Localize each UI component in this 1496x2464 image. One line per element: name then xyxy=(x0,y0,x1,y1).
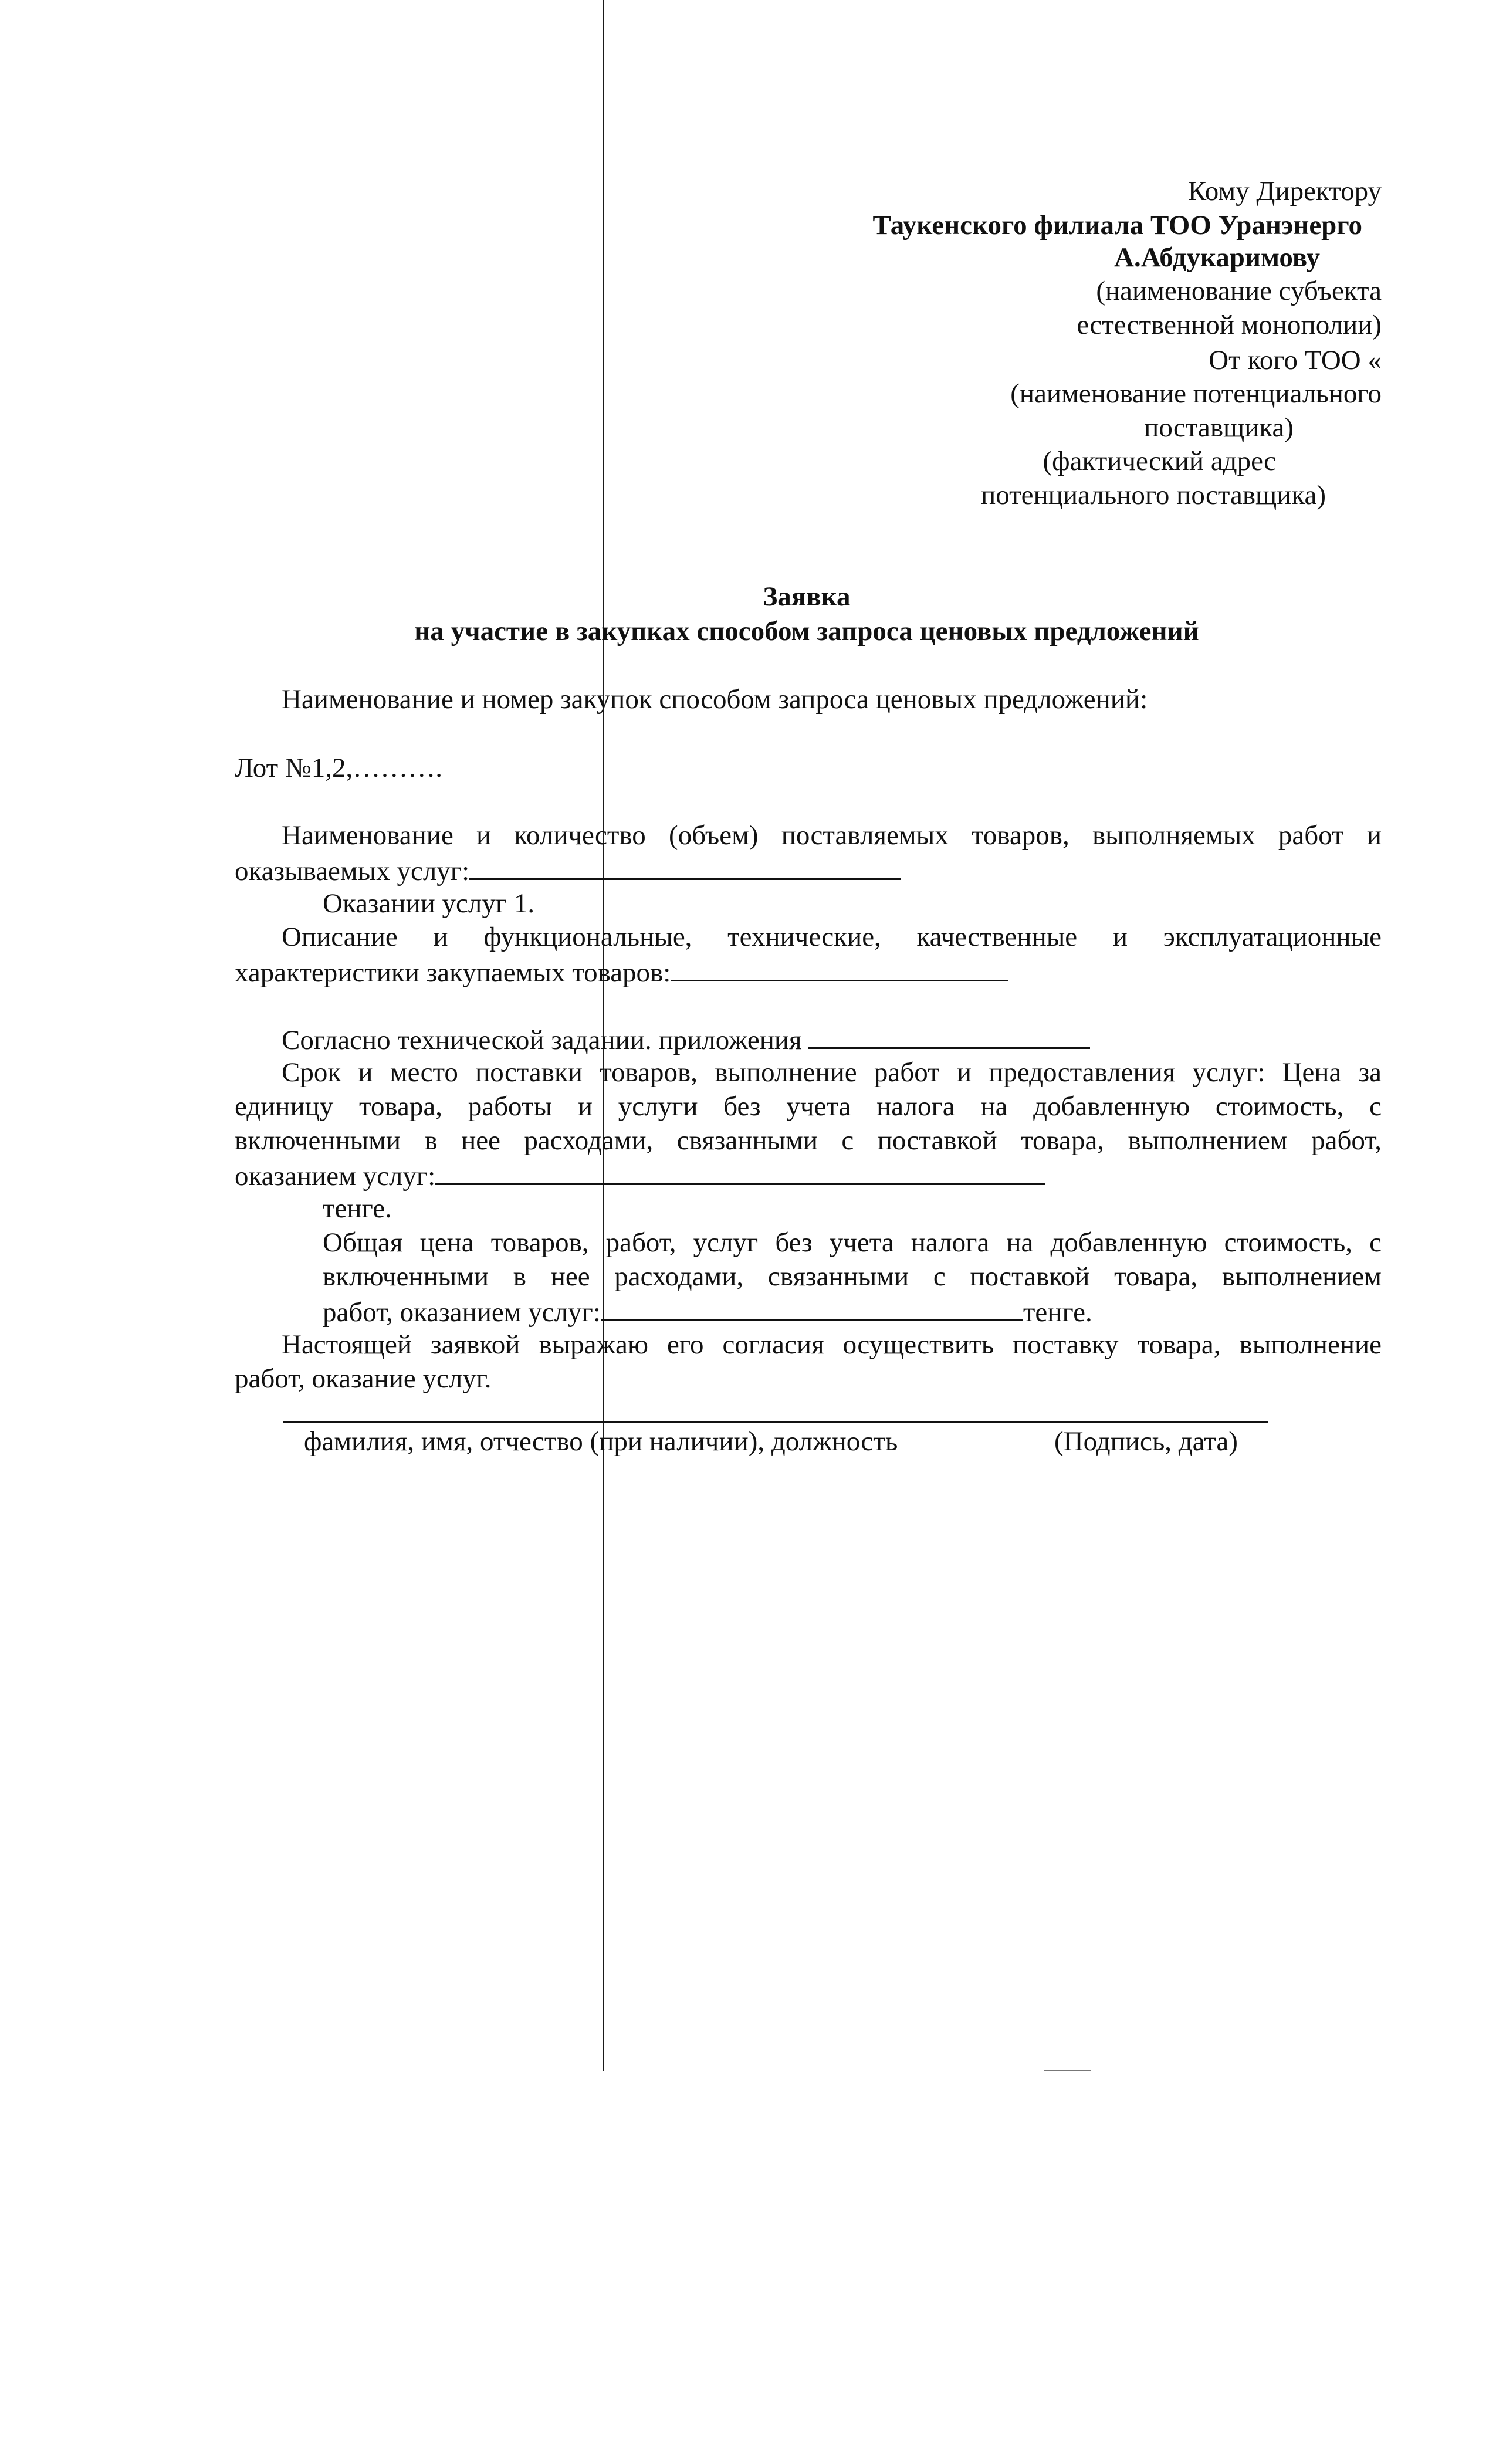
delivery-line-3 xyxy=(235,1123,1382,1157)
appendix-label: Согласно технической задании. приложения xyxy=(282,1025,802,1055)
goods-quantity-line-2 xyxy=(235,852,901,888)
total-text-1: Общая цена товаров, работ, услуг без учета налога на добавленную стоимость, с xyxy=(323,1227,1382,1258)
goods-quantity-label: оказываемых услуг: xyxy=(235,856,470,886)
delivery-text-3: включенными в нее расходами, связанными с поставкой товара, выполнением работ, xyxy=(235,1125,1382,1156)
total-price-currency: тенге. xyxy=(1023,1297,1092,1328)
characteristics-blank xyxy=(671,954,1008,981)
appendix-blank xyxy=(808,1021,1090,1049)
consent-text-1: Настоящей заявкой выражаю его согласия осуществить поставку товара, выполнение xyxy=(282,1329,1382,1360)
scan-mark xyxy=(1044,2070,1091,2071)
delivery-text-2: единицу товара, работы и услуги без учета налога на добавленную стоимость, с xyxy=(235,1091,1382,1122)
lot-line: Лот №1,2,………. xyxy=(235,753,442,783)
addressee-organization: Таукенского филиала ТОО Уранэнерго xyxy=(872,210,1362,241)
purchase-name-label: Наименование и номер закупок способом запроса ценовых предложений: xyxy=(282,684,1148,715)
signature-name-caption: фамилия, имя, отчество (при наличии), должность xyxy=(304,1426,898,1457)
goods-quantity-blank xyxy=(469,852,901,880)
total-price-label: работ, оказанием услуг: xyxy=(323,1297,601,1328)
sender-hint-3a: (фактический адрес xyxy=(1043,446,1276,476)
delivery-line-4 xyxy=(235,1157,1045,1193)
total-price-blank xyxy=(601,1294,1023,1321)
goods-quantity-line-1 xyxy=(282,818,1382,852)
signature-line xyxy=(283,1421,1268,1423)
consent-line-1 xyxy=(282,1328,1382,1362)
addressee-to: Кому Директору xyxy=(1187,176,1382,207)
addressee-hint-1b: естественной монополии) xyxy=(1077,310,1382,340)
sender-line: От кого ТОО « xyxy=(1209,345,1382,375)
delivery-line-1 xyxy=(282,1055,1382,1089)
characteristics-label: характеристики закупаемых товаров: xyxy=(235,957,671,988)
addressee-name: А.Абдукаримову xyxy=(1114,242,1320,273)
document-subtitle: на участие в закупках способом запроса ценовых предложений xyxy=(414,616,1199,647)
sender-hint-3b: потенциального поставщика) xyxy=(981,480,1326,510)
total-line-1 xyxy=(323,1226,1382,1260)
sender-hint-2a: (наименование потенциального xyxy=(1010,378,1382,409)
consent-line-2: работ, оказание услуг. xyxy=(235,1363,492,1394)
appendix-line xyxy=(282,1021,1090,1057)
characteristics-text-1: Описание и функциональные, технические, качественные и эксплуатационные xyxy=(282,922,1382,952)
characteristics-line-2 xyxy=(235,954,1008,990)
sender-hint-2b: поставщика) xyxy=(1144,412,1294,443)
characteristics-line-1 xyxy=(282,920,1382,954)
unit-price-blank xyxy=(435,1157,1045,1185)
unit-price-label: оказанием услуг: xyxy=(235,1161,436,1192)
total-line-2 xyxy=(323,1260,1382,1294)
signature-sign-caption: (Подпись, дата) xyxy=(1054,1426,1238,1457)
service-item-line: Оказании услуг 1. xyxy=(323,888,535,919)
document-title: Заявка xyxy=(763,581,851,612)
delivery-text-1: Срок и место поставки товаров, выполнение работ и предоставления услуг: Цена за xyxy=(282,1057,1382,1088)
addressee-hint-1a: (наименование субъекта xyxy=(1096,276,1382,306)
goods-quantity-text-1: Наименование и количество (объем) поставляемых товаров, выполняемых работ и xyxy=(282,820,1382,851)
delivery-line-2 xyxy=(235,1089,1382,1123)
unit-price-currency: тенге. xyxy=(323,1193,392,1224)
total-line-3 xyxy=(323,1294,1092,1329)
total-text-2: включенными в нее расходами, связанными с поставкой товара, выполнением xyxy=(323,1261,1382,1292)
